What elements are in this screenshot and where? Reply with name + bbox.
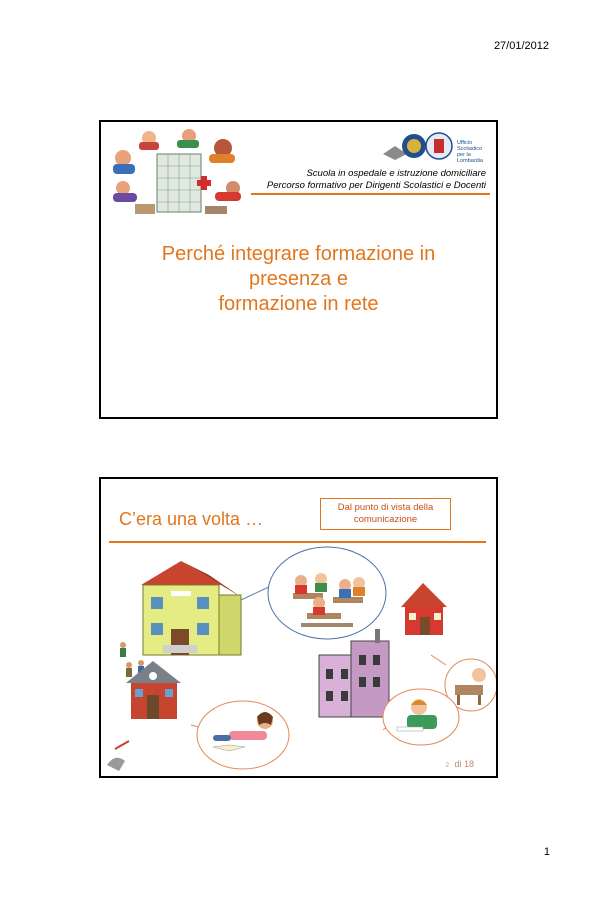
- apartment-building-icon: [319, 629, 389, 717]
- course-subtitle: [267, 168, 486, 192]
- logo-text-4: Lombardia: [457, 158, 483, 164]
- logo-text-3: per la: [457, 152, 471, 158]
- slide-total: di 18: [454, 759, 474, 769]
- slide-2-title: C’era una volta …: [119, 509, 264, 529]
- title-line-1: Perché integrare formazione in: [161, 243, 436, 265]
- school-communication-illustration: [101, 545, 496, 777]
- callout-box: [320, 498, 451, 530]
- ministry-logo: [381, 128, 493, 166]
- slide-number: 2: [445, 763, 449, 769]
- slide-1: [99, 120, 498, 419]
- logo-text-1: Ufficio: [457, 140, 473, 146]
- print-date: 27/01/2012: [493, 40, 549, 52]
- title-line-3: formazione in rete: [218, 293, 379, 315]
- header-divider: [251, 193, 490, 195]
- title-line-2: presenza e: [249, 268, 348, 290]
- school-building-icon: [120, 561, 241, 677]
- logo-text-2: Scolastico: [457, 146, 483, 152]
- hospital-children-illustration: [105, 126, 253, 218]
- subtitle-line-2: Percorso formativo per Dirigenti Scolastici e Docenti: [266, 180, 486, 191]
- callout-line-2: comunicazione: [353, 514, 418, 525]
- title-divider: [109, 541, 486, 543]
- page-number: 1: [543, 846, 550, 858]
- subtitle-line-1: Scuola in ospedale e istruzione domiciliare: [306, 168, 486, 179]
- small-house-icon: [126, 661, 181, 719]
- slide-counter: [446, 759, 474, 769]
- slide-1-title: [121, 242, 476, 317]
- slide-2: [99, 477, 498, 778]
- callout-line-1: Dal punto di vista della: [337, 502, 434, 513]
- red-house-icon: [401, 583, 447, 635]
